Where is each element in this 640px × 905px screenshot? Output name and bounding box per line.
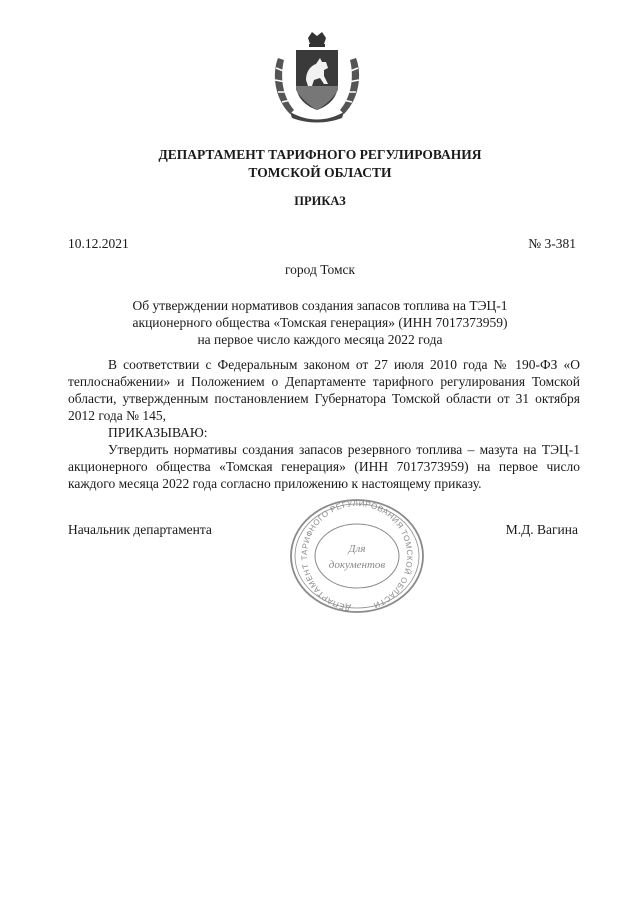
body-line: каждого месяца 2022 года согласно приложению к настоящему приказу. <box>68 476 482 491</box>
stamp-center-line1: Для <box>348 543 366 555</box>
order-directive: ПРИКАЗЫВАЮ: <box>108 425 208 440</box>
document-date: 10.12.2021 <box>68 236 129 251</box>
body-line: 2012 года № 145, <box>68 408 167 423</box>
body-line: теплоснабжении» и Положением о Департаменте тарифного регулирования Томской <box>68 374 580 389</box>
signatory-position: Начальник департамента <box>68 522 212 537</box>
stamp-center-line2: документов <box>328 559 386 571</box>
body-line: области, утвержденным постановлением Губернатора Томской области от 31 октября <box>68 391 580 406</box>
document-body <box>68 356 580 492</box>
subject-line: акционерного общества «Томская генерация» (ИНН 7017373959) <box>132 315 508 330</box>
tomsk-coat-of-arms-icon <box>268 28 366 124</box>
department-name-line1: ДЕПАРТАМЕНТ ТАРИФНОГО РЕГУЛИРОВАНИЯ <box>158 147 482 162</box>
document-number: № 3-381 <box>528 236 576 251</box>
body-line: Утвердить нормативы создания запасов резервного топлива – мазута на ТЭЦ-1 <box>108 442 580 457</box>
signatory-name: М.Д. Вагина <box>505 522 578 537</box>
document-subject <box>0 297 640 348</box>
body-line: акционерного общества «Томская генерация» (ИНН 7017373959) на первое число <box>68 459 580 474</box>
department-name-line2: ТОМСКОЙ ОБЛАСТИ <box>248 165 392 180</box>
subject-line: на первое число каждого месяца 2022 года <box>197 332 443 347</box>
body-line: В соответствии с Федеральным законом от 27 июля 2010 года № 190-ФЗ «О <box>108 357 580 372</box>
subject-line: Об утверждении нормативов создания запасов топлива на ТЭЦ-1 <box>132 298 508 313</box>
document-city: город Томск <box>284 262 356 277</box>
stamp-ring-text: ДЕПАРТАМЕНТ ТАРИФНОГО РЕГУЛИРОВАНИЯ ТОМСКОЙ ОБЛАСТИ <box>299 498 415 613</box>
official-stamp <box>286 495 428 617</box>
document-type: ПРИКАЗ <box>294 194 346 208</box>
